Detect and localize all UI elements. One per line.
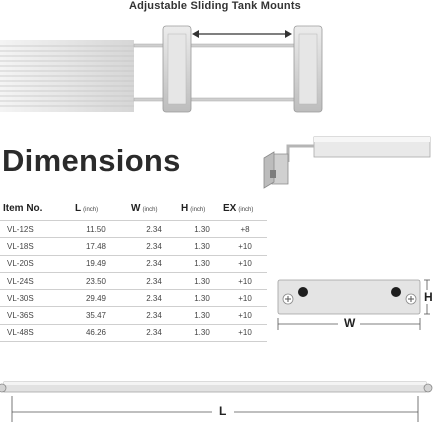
length-diagram [0,372,430,430]
table-row: VL-20S 19.49 2.34 1.30 +10 [0,255,267,272]
dimensions-heading: Dimensions [2,143,181,178]
table-row: VL-24S 23.50 2.34 1.30 +10 [0,272,267,289]
height-label: H [424,290,433,304]
col-header-ex: EX (inch) [223,196,267,221]
mount-plate [278,280,420,314]
section-title: Adjustable Sliding Tank Mounts [128,0,302,12]
table-header-row [0,196,267,221]
table-row: VL-12S 11.50 2.34 1.30 +8 [0,221,267,238]
sliding-mount-illustration [0,14,430,126]
table-row: VL-30S 29.49 2.34 1.30 +10 [0,290,267,307]
col-header-l: L (inch) [65,196,127,221]
table-row: VL-18S 17.48 2.34 1.30 +10 [0,238,267,255]
slide-rod-bottom [134,98,314,101]
slide-arrow [192,30,292,38]
width-label: W [344,316,356,330]
side-profile-illustration [250,132,430,194]
col-header-item: Item No. [0,196,65,221]
slide-rod-top [134,44,314,47]
col-header-w: W (inch) [127,196,181,221]
col-header-h: H (inch) [181,196,223,221]
table-row: VL-36S 35.47 2.34 1.30 +10 [0,307,267,324]
table-row: VL-48S 46.26 2.34 1.30 +10 [0,324,267,341]
length-label: L [219,404,227,418]
dimensions-table [0,196,267,342]
